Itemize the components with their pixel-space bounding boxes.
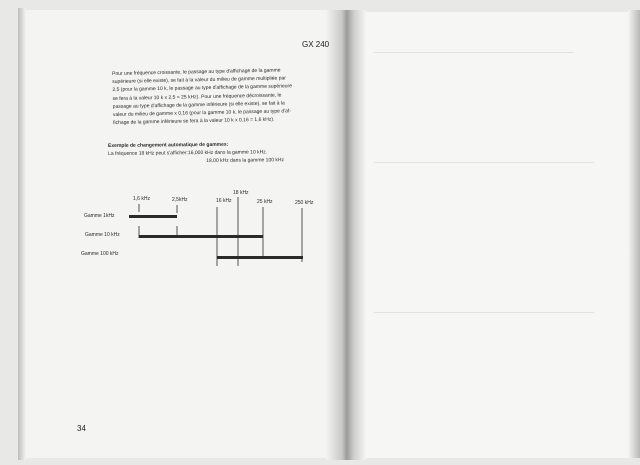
paragraph-line: fichage de la gamme inférieure se fera à la valeur 10 k x 0,16 = 1,6 kHz). — [113, 116, 275, 127]
page-number: 34 — [77, 424, 86, 433]
paragraph-line: 2,5 (pour la gamme 10 k, le passage au type d'affichage de la gamme supérieure — [112, 83, 293, 94]
range-switching-diagram — [76, 186, 326, 266]
show-through-line — [374, 52, 574, 53]
right-page-edge — [628, 10, 640, 458]
range-bar-1khz — [129, 215, 177, 218]
body-paragraph — [112, 66, 327, 128]
range-label-10khz: Gamme 10 kHz — [85, 232, 120, 238]
tick-label-16khz: 16 kHz — [216, 198, 232, 204]
paragraph-line: passage au type d'affichage de la gamme inférieure (si elle existe), se fait à la — [112, 100, 285, 110]
tick-label-25khz: 25 kHz — [257, 199, 273, 205]
paragraph-line: se fera à la valeur 10 k x 2,5 = 25 kHz). Pour une fréquence décroissante, le — [112, 92, 282, 102]
example-title: Exemple de changement automatique de gammes: — [108, 141, 229, 149]
range-bar-100khz — [217, 256, 303, 259]
tick-label-250khz: 250 kHz — [295, 200, 314, 206]
paragraph-line: supérieure (si elle existe), se fait à la valeur du milieu de gamme multipliée par — [112, 75, 286, 86]
paragraph-line: Pour une fréquence croissante, le passage au type d'affichage de la gamme — [112, 67, 281, 77]
show-through-line — [374, 162, 594, 163]
left-page-edge — [18, 8, 26, 460]
page-header-model: GX 240 — [302, 40, 330, 49]
tick-label-18khz: 18 kHz — [233, 190, 249, 196]
range-label-1khz: Gamme 1kHz — [84, 213, 115, 219]
example-line: La fréquence 18 kHz peut s'afficher:16,000 kHz dans la gamme 10 kHz. — [108, 149, 268, 157]
tick-label-2-5khz: 2,5kHz — [172, 197, 188, 203]
tick-label-1-6khz: 1,6 kHz — [133, 196, 150, 202]
paragraph-line: valeur du milieu de gamme x 0,16 (pour la gamme 10 k, le passage au type d'af- — [112, 108, 291, 119]
range-label-100khz: Gamme 100 kHz — [81, 251, 119, 257]
example-line: 18,00 kHz dans la gamme 100 kHz — [206, 157, 285, 164]
range-bar-10khz — [139, 235, 263, 238]
right-page — [344, 12, 634, 458]
show-through-line — [374, 312, 594, 313]
book-gutter — [326, 10, 366, 460]
example-block — [108, 140, 328, 166]
tick-marks — [139, 197, 302, 266]
